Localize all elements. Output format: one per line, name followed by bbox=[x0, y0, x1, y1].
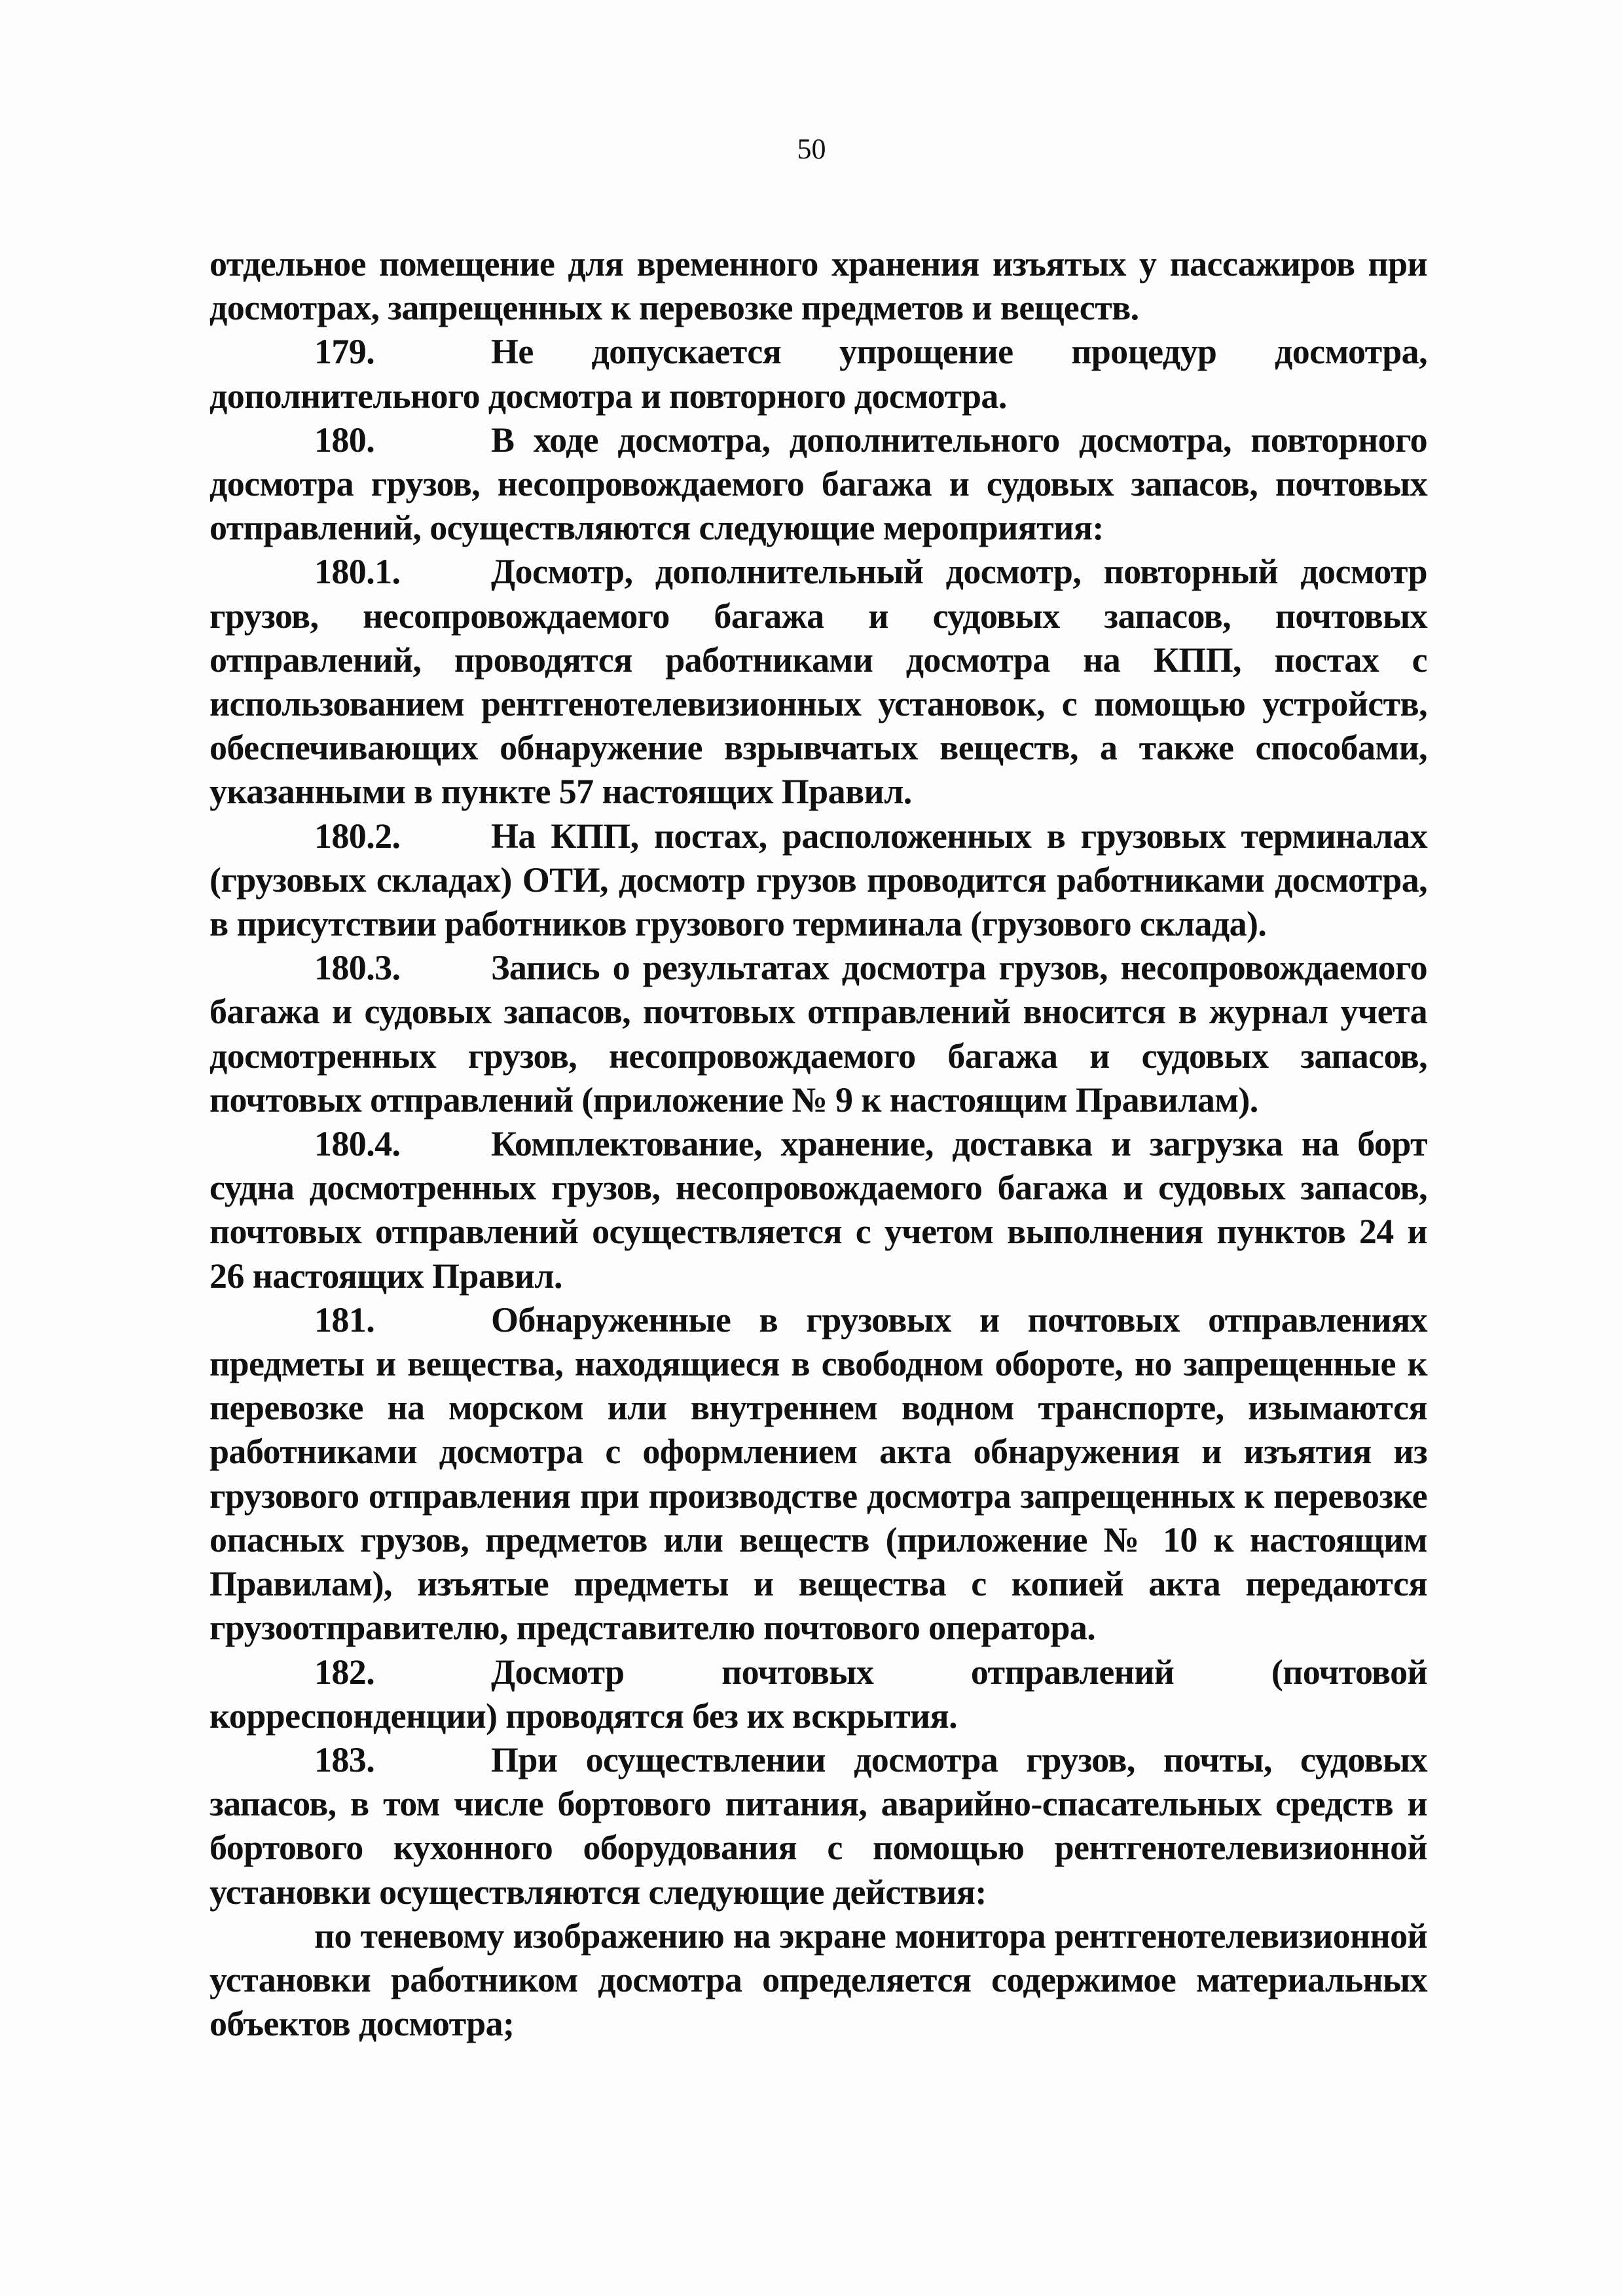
paragraph-number: 180.1. bbox=[314, 552, 401, 592]
paragraph-180 bbox=[210, 418, 1427, 551]
paragraph-text: Обнаруженные в грузовых и почтовых отправлениях предметы и вещества, находящиеся в свободном обороте, но запрещенные к перевозке на морском или внутреннем водном транспорте, изымаются работниками досмотра с оформлением акта обнаружения и изъятия из грузового отправления при производстве досмотра запрещенных к перевозке опасных грузов, предметов или веществ (приложение № 10 к настоящим Правилам), изъятые предметы и вещества с копией акта передаются грузоотправителю, представителю почтового оператора. bbox=[210, 1300, 1427, 1648]
paragraph-text: Комплектование, хранение, доставка и загрузка на борт судна досмотренных грузов, несопровождаемого багажа и судовых запасов, почтовых отправлений осуществляется с учетом выполнения пунктов 24 и 26 настоящих Правил. bbox=[210, 1124, 1427, 1296]
paragraph-number: 181. bbox=[314, 1300, 375, 1339]
paragraph-number: 180. bbox=[314, 420, 375, 460]
paragraph-183 bbox=[210, 1738, 1427, 1914]
page-number: 50 bbox=[797, 133, 826, 165]
paragraph-text: В ходе досмотра, дополнительного досмотра, повторного досмотра грузов, несопровождаемого багажа и судовых запасов, почтовых отправлений, осуществляются следующие мероприятия: bbox=[210, 420, 1427, 548]
paragraph-181 bbox=[210, 1298, 1427, 1650]
paragraph-text: При осуществлении досмотра грузов, почты, судовых запасов, в том числе бортового питания, аварийно-спасательных средств и бортового кухонного оборудования с помощью рентгенотелевизионной установки осуществляются следующие действия: bbox=[210, 1740, 1427, 1912]
document-body bbox=[210, 242, 1427, 2046]
paragraph-number: 182. bbox=[314, 1652, 375, 1692]
paragraph-text: отдельное помещение для временного хранения изъятых у пассажиров при досмотрах, запрещенных к перевозке предметов и веществ. bbox=[210, 244, 1427, 328]
paragraph-continuation bbox=[210, 242, 1427, 330]
paragraph-text: Досмотр, дополнительный досмотр, повторный досмотр грузов, несопровождаемого багажа и судовых запасов, почтовых отправлений, проводятся работниками досмотра на КПП, постах с использованием рентгенотелевизионных установок, с помощью устройств, обеспечивающих обнаружение взрывчатых веществ, а также способами, указанными в пункте 57 настоящих Правил. bbox=[210, 552, 1427, 812]
paragraph-180-1 bbox=[210, 550, 1427, 814]
paragraph-number: 183. bbox=[314, 1740, 375, 1779]
paragraph-number: 180.3. bbox=[314, 948, 401, 988]
paragraph-text: На КПП, постах, расположенных в грузовых терминалах (грузовых складах) ОТИ, досмотр грузов проводится работниками досмотра, в присутствии работников грузового терминала (грузового склада). bbox=[210, 816, 1427, 944]
paragraph-180-3 bbox=[210, 946, 1427, 1122]
paragraph-number: 180.2. bbox=[314, 816, 401, 856]
paragraph-text: по теневому изображению на экране монитора рентгенотелевизионной установки работником досмотра определяется содержимое материальных объектов досмотра; bbox=[210, 1916, 1427, 2044]
paragraph-action-item bbox=[210, 1914, 1427, 2047]
paragraph-179 bbox=[210, 330, 1427, 418]
paragraph-text: Запись о результатах досмотра грузов, несопровождаемого багажа и судовых запасов, почтовых отправлений вносится в журнал учета досмотренных грузов, несопровождаемого багажа и судовых запасов, почтовых отправлений (приложение № 9 к настоящим Правилам). bbox=[210, 948, 1427, 1120]
paragraph-text: Досмотр почтовых отправлений (почтовой корреспонденции) проводятся без их вскрытия. bbox=[210, 1652, 1427, 1736]
paragraph-number: 179. bbox=[314, 332, 375, 372]
paragraph-182 bbox=[210, 1650, 1427, 1738]
paragraph-text: Не допускается упрощение процедур досмотра, дополнительного досмотра и повторного досмотра. bbox=[210, 332, 1427, 416]
paragraph-number: 180.4. bbox=[314, 1124, 401, 1164]
paragraph-180-2 bbox=[210, 814, 1427, 947]
paragraph-180-4 bbox=[210, 1122, 1427, 1298]
